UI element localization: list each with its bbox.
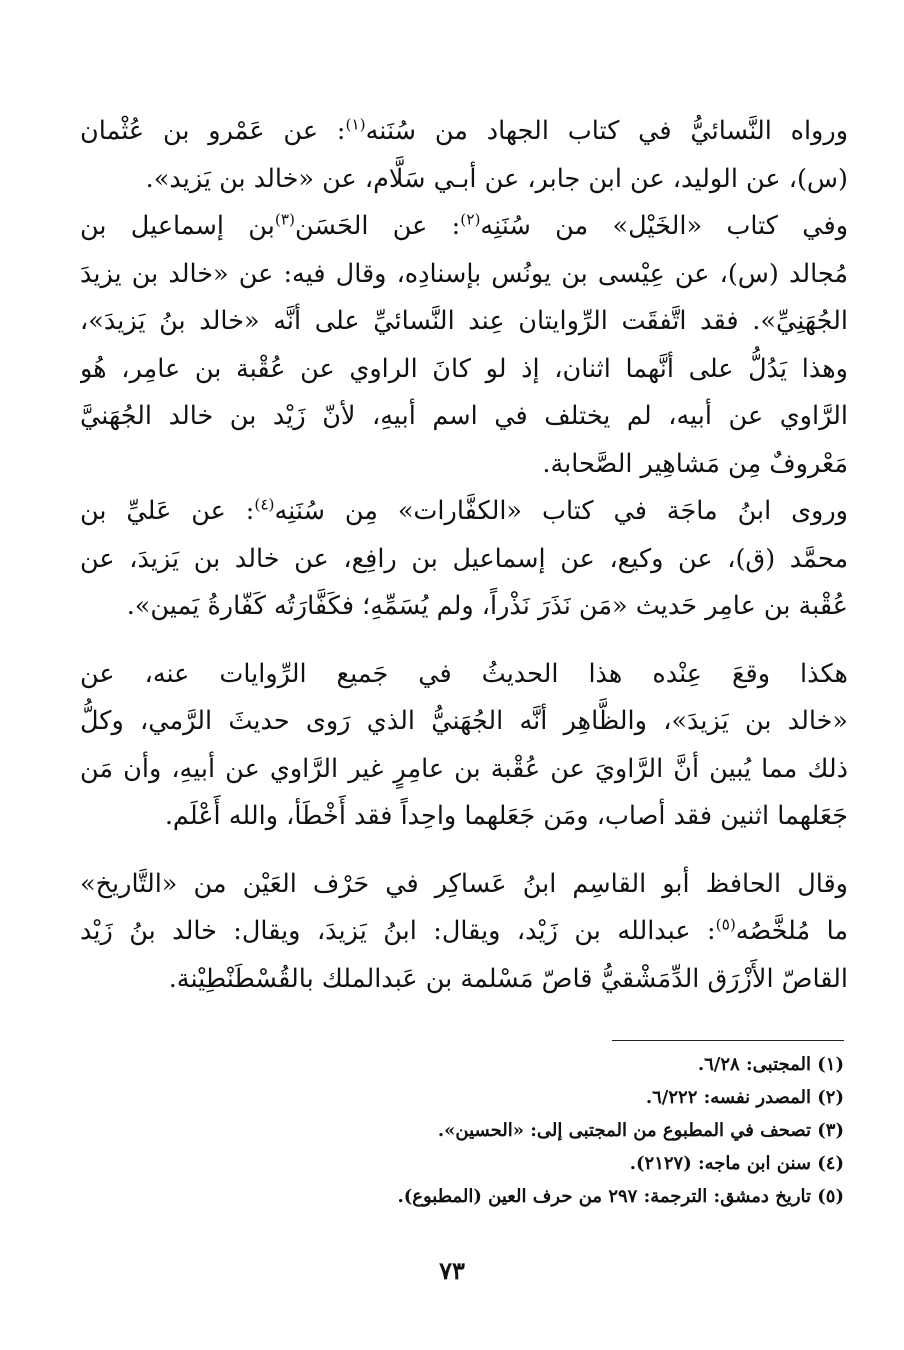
paragraph-3: [80, 488, 848, 631]
paragraph-2: [80, 203, 848, 488]
text-line: وروى ابنُ ماجَة في كتاب «الكفَّارات» مِن سُنَنِه$^{(٤)}$: عن عَليِّ بن: [80, 495, 848, 526]
footnote-divider: [612, 1040, 844, 1041]
footnote-item: (١) المجتبى: ٦/٢٨.: [697, 1054, 844, 1075]
footnote-ref[interactable]: (١): [345, 115, 366, 134]
paragraph-4: [80, 651, 848, 841]
text-line: عُقْبة بن عامِر حَديث «مَن نَذَرَ نَذْراً، ولم يُسَمِّهِ؛ فكَفَّارَتُه كَفّارةُ يَمين».: [126, 591, 848, 621]
paragraph-5: [80, 861, 848, 1004]
footnote-ref[interactable]: (٢): [460, 210, 481, 229]
text-line: «خالد بن يَزيدَ»، والظَّاهِر أنَّه الجُهَنيُّ الذي رَوى حديثَ الرَّمي، وكلُّ: [80, 706, 848, 736]
page-number: ٧٣: [439, 1256, 465, 1285]
footnote-ref[interactable]: (٣): [274, 210, 295, 229]
text-line: ذلك مما يُبين أنَّ الرَّاويَ عن عُقْبة بن عامِرٍ غير الرَّاوي عن أبيهِ، وأن مَن: [80, 753, 848, 784]
paragraph-1: [80, 108, 848, 203]
text-line: الجُهَنِيِّ». فقد اتَّفقَت الرِّوايتان عِند النَّسائيِّ على أنَّه «خالد بنُ يَزيدَ»،: [80, 306, 848, 336]
text-line: الرَّاوي عن أبيه، لم يختلف في اسم أبيهِ، لأنّ زَيْد بن خالد الجُهَنيَّ: [80, 401, 848, 431]
footnote-item: (٥) تاريخ دمشق: الترجمة: ٢٩٧ من حرف العين (المطبوع).: [397, 1186, 844, 1207]
footnote-item: (٤) سنن ابن ماجه: (٢١٢٧).: [629, 1153, 844, 1174]
text-line: القاصّ الأَزْرَق الدِّمَشْقيُّ قاصّ مَسْلمة بن عَبدالملك بالقُسْطَنْطِيْنة.: [168, 963, 848, 994]
text-line: هكذا وقعَ عِنْده هذا الحديثُ في جَميع الرِّوايات عنه، عن: [80, 658, 848, 689]
text-line: ورواه النَّسائيُّ في كتاب الجهاد من سُنَنه$^{(١)}$: عن عَمْرو بن عُثْمان: [80, 115, 848, 146]
footnotes: [64, 1048, 844, 1213]
text-line: وقال الحافظ أبو القاسِم ابنُ عَساكِر في حَرْف العَيْن من «التَّاريخ»: [80, 868, 848, 899]
footnote-ref[interactable]: (٤): [254, 495, 275, 514]
text-line: مُجالد (س)، عن عِيْسى بن يونُس بإسنادِه، وقال فيه: عن «خالد بن يزيدَ: [80, 258, 848, 289]
footnote-item: (٢) المصدر نفسه: ٦/٢٢٢.: [645, 1087, 844, 1108]
text-line: محمَّد (ق)، عن وكيع، عن إسماعيل بن رافِع، عن خالد بن يَزيدَ، عن: [80, 543, 848, 574]
text-line: جَعَلهما اثنين فقد أصاب، ومَن جَعَلهما واحِداً فقد أَخْطَأ، والله أَعْلَم.: [164, 801, 848, 831]
text-line: (س)، عن الوليد، عن ابن جابر، عن أبـي سَلَّام، عن «خالد بن يَزيد».: [145, 163, 848, 194]
main-text: [80, 108, 848, 1003]
footnote-item: (٣) تصحف في المطبوع من المجتبى إلى: «الحسين».: [437, 1120, 844, 1141]
text-line: ما مُلخَّصُه$^{(٥)}$: عبدالله بن زَيْد، ويقال: ابنُ يَزيدَ، ويقال: خالد بنُ زَيْد: [80, 915, 848, 946]
footnote-ref[interactable]: (٥): [715, 915, 736, 934]
text-line: مَعْروفٌ مِن مَشاهِير الصَّحابة.: [542, 448, 848, 479]
text-line: وهذا يَدُلُّ على أنَّهما اثنان، إذ لو كانَ الراوي عن عُقْبة بن عامِر، هُو: [80, 353, 848, 384]
text-line: وفي كتاب «الخَيْل» من سُنَنِه$^{(٢)}$: عن الحَسَن$^{(٣)}$بن إسماعيل بن: [80, 210, 848, 241]
